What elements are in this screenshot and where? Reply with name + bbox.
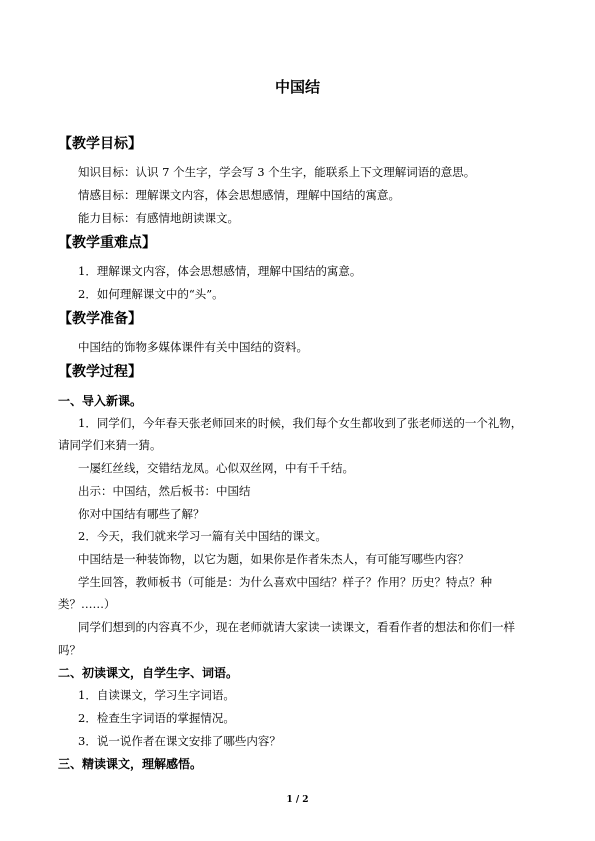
paragraph-line: 1．自读课文，学习生字词语。: [78, 688, 235, 702]
paragraph-line: 2．今天，我们就来学习一篇有关中国结的课文。: [78, 529, 327, 543]
paragraph-line: 一屡红丝线，交错结龙凤。心似双丝网，中有千千结。: [78, 461, 354, 475]
goal-knowledge: 知识目标：认识 7 个生字，学会写 3 个生字，能联系上下文理解词语的意思。: [78, 165, 476, 179]
paragraph-line: 同学们想到的内容真不少，现在老师就请大家读一读课文，看看作者的想法和你们一样: [78, 620, 515, 634]
process-step-heading: 三、精读课文，理解感悟。: [58, 757, 203, 771]
preparation-text: 中国结的饰物多媒体课件有关中国结的资料。: [78, 340, 308, 354]
page-number: 1 / 2: [286, 795, 309, 805]
process-step-heading: 二、初读课文，自学生字、词语。: [58, 666, 239, 680]
section-heading-preparation: 【教学准备】: [58, 311, 142, 327]
paragraph-line: 2．检查生字词语的掌握情况。: [78, 711, 235, 725]
document-title: 中国结: [274, 78, 320, 96]
paragraph-line: 吗？: [58, 643, 81, 657]
paragraph-line: 1．同学们，今年春天张老师回来的时候，我们每个女生都收到了张老师送的一个礼物，: [78, 416, 523, 430]
paragraph-line: 3．说一说作者在课文安排了哪些内容？: [78, 734, 281, 748]
paragraph-line: 学生回答，教师板书（可能是：为什么喜欢中国结？样子？作用？历史？特点？种: [78, 575, 492, 589]
section-heading-key-points: 【教学重难点】: [58, 235, 156, 251]
paragraph-line: 中国结是一种装饰物，以它为题，如果你是作者朱杰人，有可能写哪些内容？: [78, 552, 469, 566]
key-point-item: 2．如何理解课文中的“头”。: [78, 287, 224, 301]
process-step-heading: 一、导入新课。: [58, 394, 143, 408]
paragraph-line: 请同学们来猜一猜。: [58, 438, 162, 452]
paragraph-line: 出示：中国结，然后板书：中国结: [78, 484, 251, 498]
key-point-item: 1．理解课文内容，体会思想感情，理解中国结的寓意。: [78, 264, 362, 278]
paragraph-line: 类？……）: [58, 597, 116, 611]
paragraph-line: 你对中国结有哪些了解？: [78, 507, 205, 521]
goal-ability: 能力目标：有感情地朗读课文。: [78, 211, 239, 225]
section-heading-goals: 【教学目标】: [58, 136, 142, 152]
section-heading-process: 【教学过程】: [58, 364, 142, 380]
goal-emotion: 情感目标：理解课文内容，体会思想感情，理解中国结的寓意。: [78, 188, 400, 202]
